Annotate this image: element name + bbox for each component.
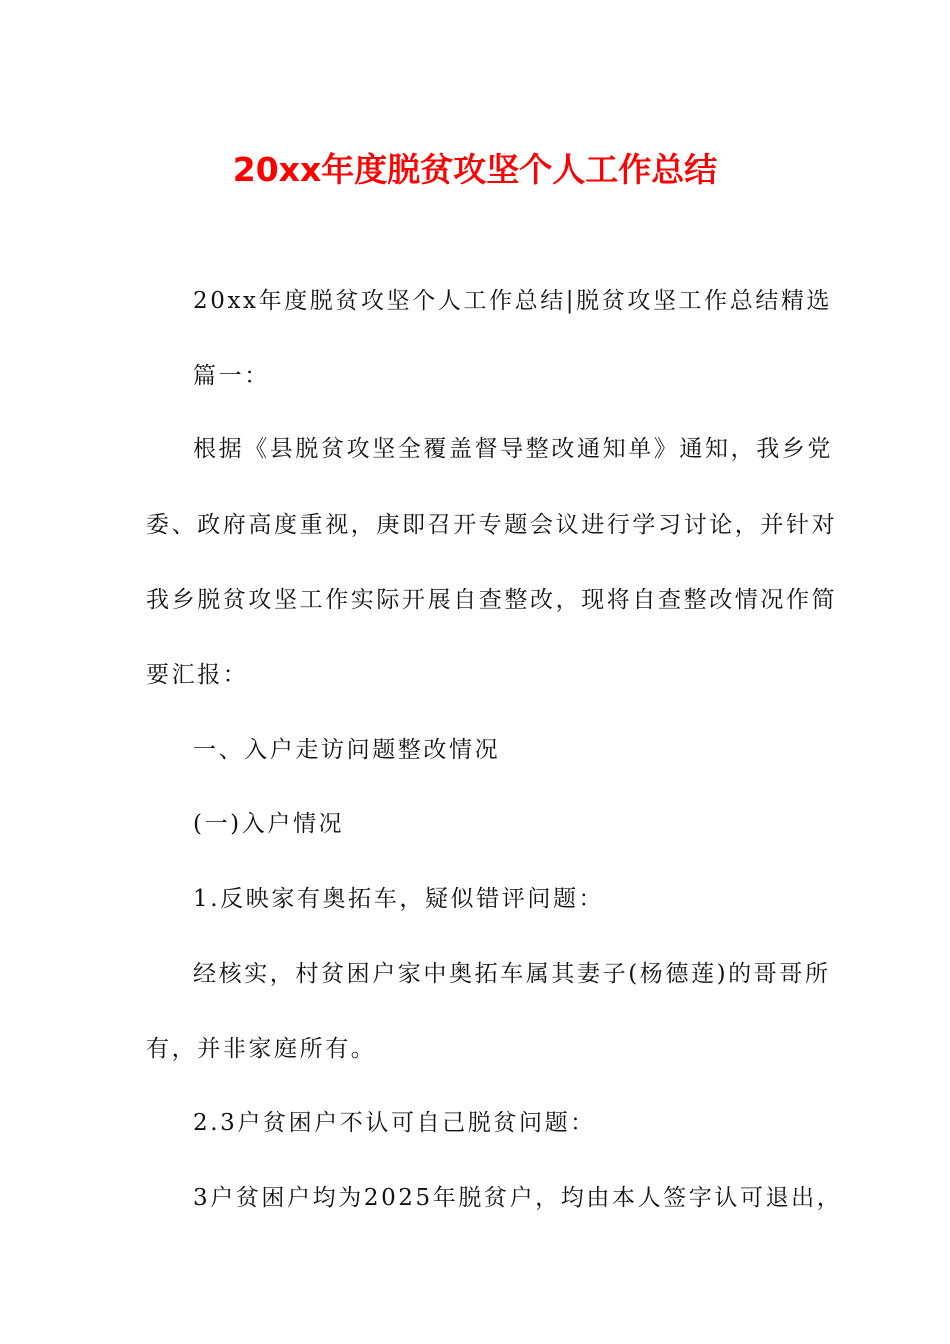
document-title: 20xx年度脱贫攻坚个人工作总结 (232, 150, 718, 189)
item-line: 1.反映家有奥拓车，疑似错评问题： (193, 886, 605, 912)
paragraph-line: 委、政府高度重视，庚即召开专题会议进行学习讨论，并针对 (146, 512, 838, 538)
item-line: 2.3户贫困户不认可自己脱贫问题： (193, 1110, 596, 1136)
heading-line: 一、入户走访问题整改情况 (193, 737, 501, 763)
paragraph-line: 我乡脱贫攻坚工作实际开展自查整改，现将自查整改情况作简 (146, 587, 838, 613)
paragraph-line: 要汇报： (146, 662, 249, 688)
subtitle-line: 20xx年度脱贫攻坚个人工作总结|脱贫攻坚工作总结精选 (193, 288, 833, 314)
subheading-line: (一)入户情况 (193, 811, 345, 837)
paragraph-line: 根据《县脱贫攻坚全覆盖督导整改通知单》通知，我乡党 (193, 436, 833, 462)
section-label: 篇一： (193, 363, 270, 389)
paragraph-line: 有，并非家庭所有。 (146, 1036, 377, 1062)
paragraph-line: 经核实，村贫困户家中奥拓车属其妻子(杨德莲)的哥哥所 (193, 961, 831, 987)
paragraph-line: 3户贫困户均为2025年脱贫户，均由本人签字认可退出， (193, 1185, 843, 1211)
